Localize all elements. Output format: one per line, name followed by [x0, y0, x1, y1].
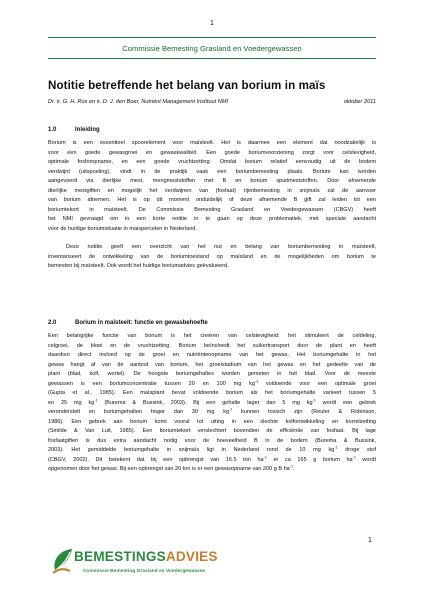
document-title: Notitie betreffende het belang van borium in maïs	[48, 79, 326, 92]
text-line: bemesten bij maïsteelt. Ook wordt het huidige boriumadvies geëvalueerd.	[48, 263, 229, 269]
text-line: Een belangrijke functie van borium is het creëren van celstevigheid; het stimuleert de celdeling,	[48, 333, 376, 339]
text-line: fosfaatgiften is dus extra aandacht nodig voor de hoeveelheid B in de bodem (Burema & Bussink,	[48, 437, 376, 444]
text-segment: wordt een gebrek	[322, 399, 377, 406]
text-segment: (Burema & Bussink, 2003). Bij een gehalte lager dan 5 mg kg	[104, 399, 313, 406]
text-segment: voldoende voor een optimale groei	[265, 380, 376, 387]
section-heading-1	[48, 127, 100, 133]
text-line	[48, 456, 376, 466]
section-number: 1.0	[48, 127, 57, 133]
text-line: dierlijke mestgiften en mogelijk het verdwijnen van (fosfaat) rijenbemesting in snijmaïs zal de aanvoer	[48, 187, 376, 194]
superscript: -1	[229, 407, 233, 412]
document-header	[48, 37, 376, 59]
superscript: -1	[289, 464, 293, 469]
superscript: -1	[94, 398, 98, 402]
text-line	[48, 446, 376, 456]
text-line: inventariseert de ontwikkeling van de boriumtoestand op maïsland en de mogelijkheden om borium te	[48, 253, 376, 260]
superscript: -1	[263, 455, 267, 459]
text-segment: (CBGV, 2002). Dit betekent dat bij een opbrengst van 16.5 ton ha	[48, 456, 264, 463]
text-line	[48, 465, 376, 475]
paragraph-overview	[48, 243, 376, 272]
paragraph-function	[48, 332, 376, 475]
text-segment: gewassen is een boriumconcentratie tussen 20 en 100 mg kg	[48, 380, 255, 387]
superscript: -1	[254, 379, 259, 383]
text-segment: er ca 165 g borium ha	[273, 456, 353, 463]
text-segment: 2003). Het gemiddelde boriumgehalte in snijmaïs ligt in Nederland rond de 10 mg kg	[48, 447, 335, 453]
text-line: verdwijnt (uitspoeling), vindt in de praktijk vaak een boriumbemesting plaats. Borium kan worden	[48, 168, 376, 175]
text-line: plant (blad, kolf, wortel). De hoogste boriumgehaltes worden gemeten in het blad. Voor de meeste	[48, 371, 376, 377]
logo-word-a: BEMESTINGS	[74, 549, 166, 564]
text-line: voor de huidige boriumsituatie in maispercelen in Nederland.	[48, 225, 197, 232]
text-line: gewas hangt af van de aanbod van borium, het groeistadium van het gewas en het gedeelte van de	[48, 361, 376, 368]
section-title: Inleiding	[75, 127, 100, 133]
text-line: (Gupta et al., 1985). Een maïsplant bevat voldoende borium als het boriumgehalte varieert tussen 5	[48, 390, 376, 396]
logo-word-b: ADVIES	[165, 549, 218, 564]
text-line: Borium is een essentieel spoorelement voor maïsteelt. Het is daarmee een element dat noodzakelijk is	[48, 140, 376, 146]
authors: Dr. ir. G. H. Ros en ir. D. J. den Boer, Nutriënt Management Instituut NMI	[48, 99, 228, 105]
text-segment: kunnen toxisch zijn (Reuter & Robinson,	[241, 409, 377, 415]
text-line: daardoor direct invloed op de groei en nutriëntenopname van het gewas. Het boriumgehalte in het	[48, 352, 376, 358]
logo-wordmark	[74, 549, 218, 564]
author-line	[48, 99, 376, 105]
page-number-top: 1	[210, 20, 214, 27]
section-heading-2	[48, 320, 208, 326]
text-segment: veronderstelt en boriumgehalten hoger dan 30 mg kg	[48, 409, 230, 415]
text-segment: en 25 mg kg	[48, 399, 95, 406]
text-line	[48, 380, 376, 390]
logo-subtitle: Commissie Bemesting Grasland en Voedergewassen	[83, 568, 206, 573]
text-line: optimale fosforopname, en een goede vruchtzetting. Omdat borium relatief eenvoudig uit de bodem	[48, 159, 376, 165]
text-line: boriumtekort in maïsteelt. De Commissie Bemesting Grasland en Voedergewassen (CBGV) heeft	[48, 206, 376, 213]
text-segment: wordt	[362, 456, 376, 463]
date: oktober 2011	[343, 99, 376, 105]
header-text: Commissie Bemesting Grasland en Voedergewassen	[122, 43, 302, 53]
text-segment: opgenomen door het gewas. Bij een opbrengst van 20 ton is er een gewasopname van 200 g B ha	[48, 466, 290, 472]
superscript: -1	[352, 455, 356, 459]
text-line: voor een goede gewasgroei en gewaskwaliteit. Een goede boriumvoorziening zorgt voor celstevigheid,	[48, 149, 376, 156]
text-segment: .	[292, 466, 295, 472]
text-line: Deze notitie geeft een overzicht van het nut en belang van boriumbemesting in maïsteelt,	[66, 244, 376, 250]
text-line: van borium afnemen. Het is op dit moment onduidelijk of deze afnemende B gift zal leiden tot een	[48, 197, 376, 203]
bemestingsadvies-logo	[50, 546, 250, 584]
paragraph-introduction	[48, 139, 376, 234]
text-line	[48, 408, 376, 418]
text-segment: droge stof	[345, 447, 376, 453]
text-line: 1986). Een gebrek aan borium komt vooral tot uiting in een slechte kolfontwikkeling en korrelzetting	[48, 418, 376, 425]
page-number-bottom: 1	[368, 537, 372, 544]
section-number: 2.0	[48, 320, 57, 326]
text-line	[48, 399, 376, 409]
text-line: aangevoerd via dierlijke mest, mengmeststoffen met B en borium spuitmeststoffen. Door afnemende	[48, 178, 376, 184]
text-line: het NMI gevraagd om in een korte notitie in te gaan op deze problematiek, met speciale aandacht	[48, 216, 376, 222]
text-line: (Smilde & Van Luit, 1985). Een boriumtekort verslechtert bovendien de efficiëntie van fosfaat. Bij lage	[48, 428, 376, 434]
section-title: Borium in maïsteelt: functie en gewasbehoefte	[75, 320, 208, 326]
superscript: -1	[312, 398, 316, 402]
superscript: -1	[334, 445, 338, 450]
text-line: celgroei, de bloei en de vruchtzetting. Borium beïnvloedt het suikertransport door de plant en heeft	[48, 342, 376, 349]
